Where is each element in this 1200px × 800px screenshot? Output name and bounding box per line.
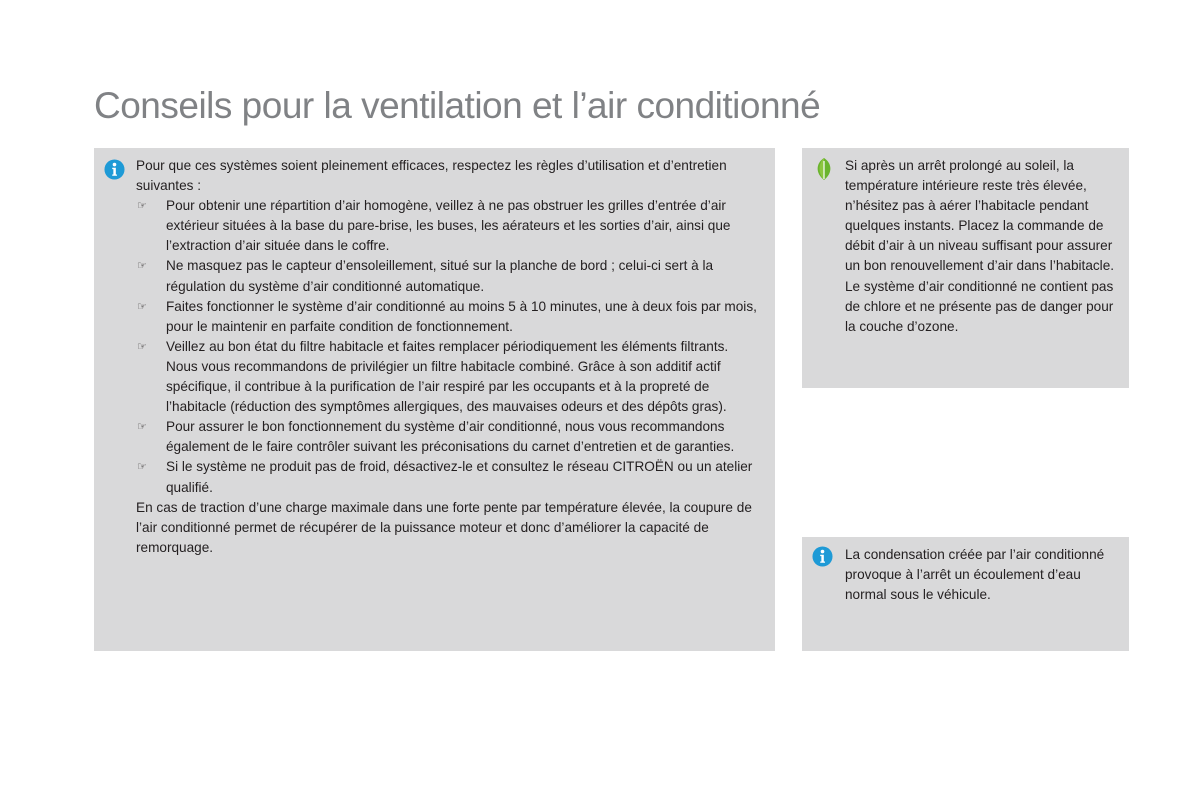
eco-tip-box (802, 148, 1129, 388)
list-item-text: Pour obtenir une répartition d’air homogène, veillez à ne pas obstruer les grilles d’entrée d’air extérieur situées à la base du pare-brise, les buses, les aérateurs et les sorties d’air, ainsi que l’extraction d’air située dans le coffre. (166, 198, 731, 254)
list-item (136, 256, 766, 296)
list-item (136, 297, 766, 337)
ventilation-advice-box (94, 148, 775, 651)
list-item-text: Ne masquez pas le capteur d’ensoleillement, situé sur la planche de bord ; celui-ci sert à la régulation du système d’air conditionné automatique. (166, 258, 714, 294)
eco-tip-text: Si après un arrêt prolongé au soleil, la température intérieure reste très élevée, n’hésitez pas à aérer l’habitacle pendant quelques instants. Placez la commande de débit d’air à un niveau suffisant pour assurer un bon renouvellement d’air dans l’habitacle. Le système d’air conditionné ne contient pas de chlore et ne présente pas de danger pour la couche d’ozone. (845, 158, 1115, 334)
list-item-text: Si le système ne produit pas de froid, désactivez-le et consultez le réseau CITROËN ou un atelier qualifié. (166, 459, 753, 495)
advice-intro: Pour que ces systèmes soient pleinement efficaces, respectez les règles d’utilisation et d’entretien suivantes : (136, 158, 727, 194)
advice-list (136, 196, 766, 357)
leaf-icon (813, 157, 835, 181)
list-item-text: Veillez au bon état du filtre habitacle et faites remplacer périodiquement les éléments filtrants. (166, 338, 729, 354)
advice-text (136, 156, 766, 558)
pointing-hand-icon: ☞ (137, 421, 147, 434)
page-title: Conseils pour la ventilation et l’air conditionné (94, 85, 821, 126)
info-icon (812, 546, 833, 567)
condensation-note-box (802, 537, 1129, 651)
pointing-hand-icon: ☞ (137, 461, 147, 474)
list-item (136, 196, 766, 256)
list-item (136, 417, 766, 457)
filter-recommendation: Nous vous recommandons de privilégier un filtre habitacle combiné. Grâce à son additif actif spécifique, il contribue à la purification de l’air respiré par les occupants et à la propreté de l’habitacle (réduction des symptômes allergiques, des mauvaises odeurs et des dépôts gras). (166, 358, 727, 415)
pointing-hand-icon: ☞ (137, 200, 147, 213)
list-item-text: Faites fonctionner le système d’air conditionné au moins 5 à 10 minutes, une à deux fois par mois, pour le maintenir en parfaite condition de fonctionnement. (166, 298, 757, 334)
advice-list-continued (136, 417, 766, 497)
list-item-text: Pour assurer le bon fonctionnement du système d’air conditionné, nous vous recommandons également de le faire contrôler suivant les préconisations du carnet d’entretien et de garanties. (166, 419, 735, 455)
pointing-hand-icon: ☞ (137, 340, 147, 353)
advice-outro: En cas de traction d’une charge maximale dans une forte pente par température élevée, la coupure de l’air conditionné permet de récupérer de la puissance moteur et donc d’améliorer la capacité de remorquage. (136, 499, 752, 555)
list-item (136, 337, 766, 357)
pointing-hand-icon: ☞ (137, 300, 147, 313)
condensation-note-text: La condensation créée par l’air conditionné provoque à l’arrêt un écoulement d’eau normal sous le véhicule. (845, 547, 1105, 603)
pointing-hand-icon: ☞ (137, 260, 147, 273)
list-item (136, 457, 766, 497)
info-icon (104, 159, 125, 180)
